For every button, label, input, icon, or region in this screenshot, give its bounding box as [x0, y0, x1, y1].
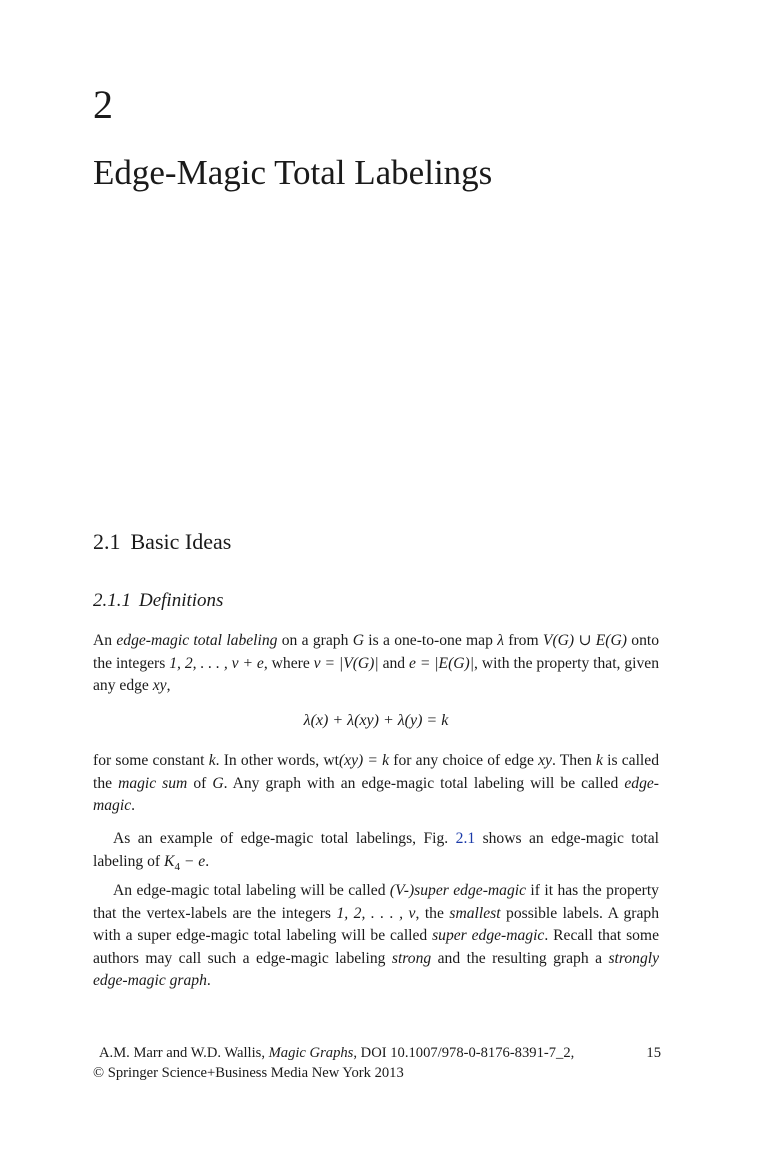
text: ,	[166, 677, 171, 694]
math-subscript: 4	[174, 860, 180, 873]
math: (xy) = k	[338, 752, 390, 769]
subsection-number: 2.1.1	[93, 590, 131, 611]
section-title: Basic Ideas	[130, 529, 232, 554]
section-heading	[93, 527, 231, 557]
footer-authors: A.M. Marr and W.D. Wallis,	[99, 1045, 269, 1061]
math: − e	[179, 852, 206, 870]
math: V(G) ∪	[542, 632, 592, 649]
text: for some constant	[93, 752, 209, 769]
text: is called the	[93, 752, 659, 792]
text: for any choice of edge	[389, 752, 539, 769]
section-number: 2.1	[93, 529, 121, 554]
math-wt: wt	[323, 752, 339, 769]
text: and the resulting graph a	[431, 949, 609, 967]
text: . In other words,	[215, 752, 324, 769]
page-footer	[93, 1043, 661, 1083]
term-super-edge-magic: -)super edge-magic	[403, 882, 526, 899]
text: An edge-magic total labeling will be called	[113, 882, 390, 899]
footer-doi: , DOI 10.1007/978-0-8176-8391-7_2,	[353, 1045, 575, 1061]
page-number: 15	[646, 1045, 661, 1061]
math: λ	[497, 632, 504, 649]
term-magic-sum: magic sum	[118, 774, 188, 792]
math: K	[164, 852, 175, 870]
term-strong: strong	[391, 949, 432, 967]
math: e = |E(G)|	[409, 654, 475, 672]
math: 1, 2, . . . , v	[336, 904, 416, 922]
paragraph-definition	[93, 630, 659, 698]
text: . Recall that some authors may call such a edge-magic labeling	[93, 927, 659, 967]
chapter-number: 2	[93, 82, 113, 127]
text: .	[131, 797, 136, 814]
text: if it has the property that the vertex-labels are the integers	[93, 882, 659, 922]
text: and	[378, 654, 410, 672]
term-edge-magic: edge-magic	[93, 774, 659, 814]
math: xy	[538, 752, 552, 769]
paragraph-example	[93, 828, 659, 878]
term: (	[389, 882, 396, 899]
chapter-title: Edge-Magic Total Labelings	[93, 153, 493, 192]
figure-link[interactable]: 2.1	[455, 830, 476, 847]
math: v = |V(G)|	[313, 654, 379, 672]
text: , the	[415, 904, 450, 922]
subsection-title: Definitions	[139, 590, 224, 611]
term-edge-magic-total-labeling: edge-magic total labeling	[116, 632, 278, 649]
term: V	[395, 882, 404, 899]
math: k	[208, 752, 216, 769]
text: . Any graph with an edge-magic total labeling will be called	[223, 774, 625, 792]
text: of	[187, 774, 213, 792]
text: possible labels. A graph with a super edge-magic total labeling will be called	[93, 904, 659, 944]
math: k	[596, 752, 603, 769]
term-super-edge-magic: super edge-magic	[432, 927, 545, 944]
text: from	[503, 632, 543, 649]
term-strongly-edge-magic-graph: strongly edge-magic graph	[93, 949, 660, 989]
math: xy	[152, 677, 167, 694]
footer-book-title: Magic Graphs	[268, 1045, 354, 1061]
subsection-heading	[93, 588, 223, 614]
paragraph-super-edge-magic	[93, 880, 659, 993]
text: , where	[263, 654, 314, 672]
copyright: © Springer Science+Business Media New York 2013	[93, 1065, 404, 1081]
emphasis: smallest	[449, 904, 501, 922]
text: , with the property that, given any edge	[93, 654, 659, 694]
text: . Then	[551, 752, 597, 769]
text: shows an edge-magic total labeling of	[93, 830, 660, 870]
math: 1, 2, . . . , v + e	[169, 654, 264, 672]
math: G	[352, 632, 364, 649]
text: onto the integers	[93, 632, 659, 672]
text: is a one-to-one map	[363, 632, 498, 649]
citation	[93, 1043, 574, 1063]
text: An	[93, 632, 117, 649]
text: .	[205, 852, 210, 870]
text: As an example of edge-magic total labelings, Fig.	[113, 830, 456, 847]
text: on a graph	[277, 632, 353, 649]
math: G	[212, 774, 224, 792]
display-equation: λ(x) + λ(xy) + λ(y) = k	[303, 712, 449, 729]
text: .	[206, 972, 211, 989]
paragraph-magic-sum	[93, 750, 659, 818]
math: E(G)	[595, 632, 627, 649]
